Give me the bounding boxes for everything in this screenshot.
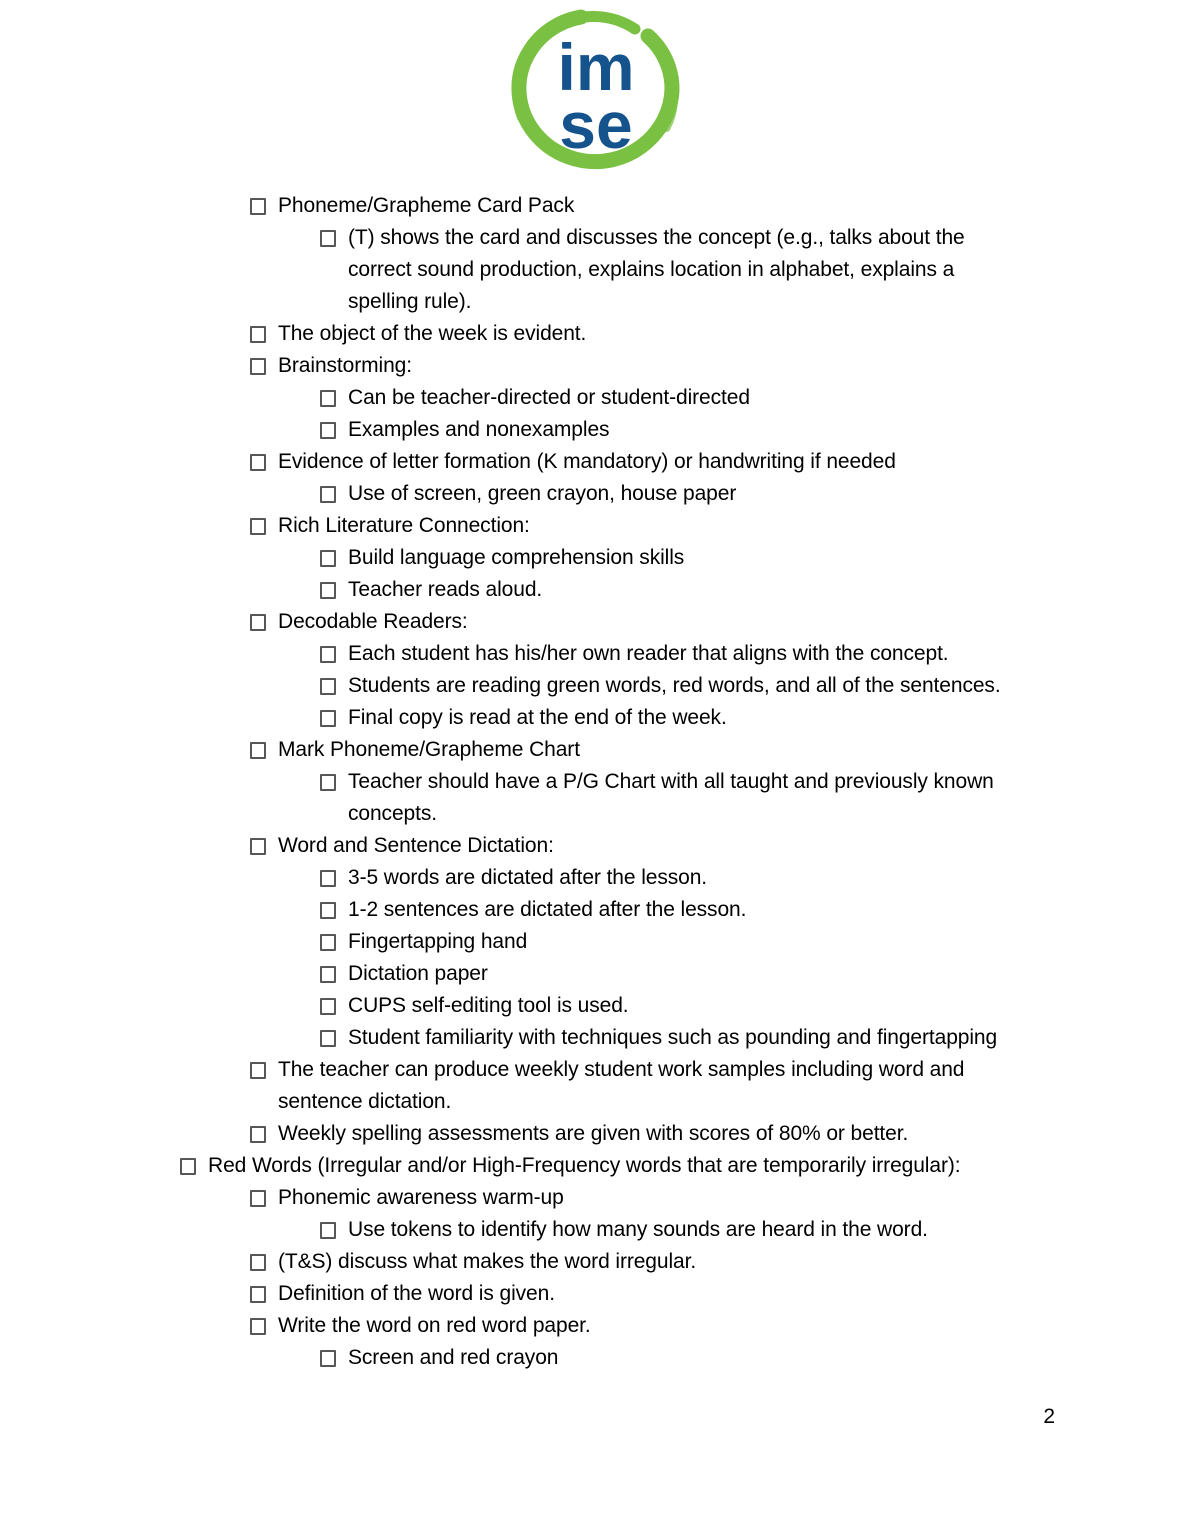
checkbox-icon[interactable] <box>250 326 266 343</box>
checklist-item-label: (T&S) discuss what makes the word irregular. <box>278 1250 697 1273</box>
checklist-item-label: Red Words (Irregular and/or High-Frequency words that are temporarily irregular): <box>208 1154 961 1177</box>
checkbox-icon[interactable] <box>320 646 336 663</box>
checkbox-icon[interactable] <box>250 1062 266 1079</box>
checkbox-icon[interactable] <box>320 582 336 599</box>
checkbox-icon[interactable] <box>320 230 336 247</box>
checklist-item[interactable] <box>250 1246 1187 1278</box>
checklist-item-label: The teacher can produce weekly student work samples including word and sentence dictation. <box>278 1058 965 1113</box>
checklist-item[interactable] <box>320 222 1187 318</box>
checkbox-icon[interactable] <box>320 870 336 887</box>
checklist-item-label: Screen and red crayon <box>348 1346 559 1369</box>
checklist-item-label: 1-2 sentences are dictated after the lesson. <box>348 898 747 921</box>
checkbox-icon[interactable] <box>250 1286 266 1303</box>
checklist-item[interactable] <box>250 318 1187 350</box>
checkbox-icon[interactable] <box>320 998 336 1015</box>
checklist-item-label: Weekly spelling assessments are given with scores of 80% or better. <box>278 1122 909 1145</box>
checklist-item[interactable] <box>250 1054 1187 1118</box>
checklist-item-label: Dictation paper <box>348 962 488 985</box>
checkbox-icon[interactable] <box>320 1350 336 1367</box>
checklist-item-label: Brainstorming: <box>278 354 412 377</box>
logo-text-line2: se <box>559 88 633 162</box>
checklist-item-label: 3-5 words are dictated after the lesson. <box>348 866 708 889</box>
checklist-item[interactable] <box>250 734 1187 766</box>
checkbox-icon[interactable] <box>320 710 336 727</box>
checkbox-icon[interactable] <box>250 1126 266 1143</box>
checkbox-icon[interactable] <box>320 486 336 503</box>
logo-wordmark <box>557 30 634 162</box>
checklist-item[interactable] <box>250 1182 1187 1214</box>
checkbox-icon[interactable] <box>250 838 266 855</box>
checklist-item-label: Use of screen, green crayon, house paper <box>348 482 737 505</box>
checkbox-icon[interactable] <box>320 422 336 439</box>
checklist-item-label: Teacher reads aloud. <box>348 578 543 601</box>
checklist-item-label: Decodable Readers: <box>278 610 468 633</box>
checklist-item-label: Phoneme/Grapheme Card Pack <box>278 194 575 217</box>
checklist-item-label: Evidence of letter formation (K mandatory) or handwriting if needed <box>278 450 896 473</box>
checklist-item[interactable] <box>320 542 1187 574</box>
checklist-item-label: The object of the week is evident. <box>278 322 587 345</box>
checklist-item-label: Phonemic awareness warm-up <box>278 1186 564 1209</box>
checklist-item[interactable] <box>320 1022 1187 1054</box>
checklist-item[interactable] <box>250 1278 1187 1310</box>
checkbox-icon[interactable] <box>250 358 266 375</box>
checklist-item-label: Write the word on red word paper. <box>278 1314 591 1337</box>
checklist-item-label: Final copy is read at the end of the week. <box>348 706 727 729</box>
checkbox-icon[interactable] <box>250 1318 266 1335</box>
checkbox-icon[interactable] <box>250 1190 266 1207</box>
checkbox-icon[interactable] <box>250 454 266 471</box>
checkbox-icon[interactable] <box>320 774 336 791</box>
checklist-item-label: Student familiarity with techniques such as pounding and fingertapping <box>348 1026 998 1049</box>
checklist-item[interactable] <box>250 606 1187 638</box>
checkbox-icon[interactable] <box>320 966 336 983</box>
checkbox-icon[interactable] <box>320 934 336 951</box>
checkbox-icon[interactable] <box>320 1222 336 1239</box>
checklist-item[interactable] <box>250 830 1187 862</box>
checklist-item-label: Examples and nonexamples <box>348 418 610 441</box>
checkbox-icon[interactable] <box>320 678 336 695</box>
checklist <box>0 190 1187 1374</box>
checklist-item[interactable] <box>320 1214 1187 1246</box>
checkbox-icon[interactable] <box>250 1254 266 1271</box>
checklist-item[interactable] <box>320 862 1187 894</box>
checkbox-icon[interactable] <box>320 902 336 919</box>
checklist-item-label: Can be teacher-directed or student-directed <box>348 386 750 409</box>
checklist-item[interactable] <box>250 446 1187 478</box>
checklist-item-label: Definition of the word is given. <box>278 1282 555 1305</box>
checklist-item[interactable] <box>320 766 1187 830</box>
checklist-item-label: CUPS self-editing tool is used. <box>348 994 629 1017</box>
checkbox-icon[interactable] <box>320 550 336 567</box>
checklist-item[interactable] <box>320 702 1187 734</box>
checklist-body <box>0 190 1187 1374</box>
checklist-item-label: Teacher should have a P/G Chart with all taught and previously known concepts. <box>348 770 994 825</box>
page-number: 2 <box>1043 1405 1055 1428</box>
checkbox-icon[interactable] <box>250 614 266 631</box>
checklist-item[interactable] <box>320 926 1187 958</box>
checkbox-icon[interactable] <box>180 1158 196 1175</box>
checklist-item-label: Fingertapping hand <box>348 930 528 953</box>
checklist-item[interactable] <box>320 478 1187 510</box>
checklist-item[interactable] <box>250 1310 1187 1342</box>
checklist-item-label: (T) shows the card and discusses the concept (e.g., talks about the correct sound production, explains location in alphabet, explains a spelling rule). <box>348 226 965 313</box>
checklist-item[interactable] <box>320 894 1187 926</box>
checkbox-icon[interactable] <box>320 1030 336 1047</box>
checklist-item[interactable] <box>250 510 1187 542</box>
checklist-item-label: Build language comprehension skills <box>348 546 685 569</box>
checklist-item[interactable] <box>320 1342 1187 1374</box>
checkbox-icon[interactable] <box>320 390 336 407</box>
checkbox-icon[interactable] <box>250 198 266 215</box>
logo-text-line1: im <box>557 30 635 104</box>
checklist-item-label: Each student has his/her own reader that aligns with the concept. <box>348 642 949 665</box>
checkbox-icon[interactable] <box>250 742 266 759</box>
checklist-item[interactable] <box>320 638 1187 670</box>
checklist-item[interactable] <box>320 958 1187 990</box>
checklist-item[interactable] <box>320 414 1187 446</box>
checklist-item[interactable] <box>180 1150 1187 1182</box>
checklist-item-label: Mark Phoneme/Grapheme Chart <box>278 738 580 761</box>
checklist-item-label: Word and Sentence Dictation: <box>278 834 554 857</box>
checklist-item[interactable] <box>250 350 1187 382</box>
checklist-item[interactable] <box>320 382 1187 414</box>
checklist-item[interactable] <box>320 670 1187 702</box>
checklist-item-label: Rich Literature Connection: <box>278 514 530 537</box>
checklist-item-label: Use tokens to identify how many sounds are heard in the word. <box>348 1218 928 1241</box>
checklist-item[interactable] <box>250 190 1187 222</box>
checklist-item[interactable] <box>320 574 1187 606</box>
checkbox-icon[interactable] <box>250 518 266 535</box>
checklist-item[interactable] <box>250 1118 1187 1150</box>
imse-logo <box>498 8 694 176</box>
checklist-item[interactable] <box>320 990 1187 1022</box>
checklist-item-label: Students are reading green words, red words, and all of the sentences. <box>348 674 1001 697</box>
